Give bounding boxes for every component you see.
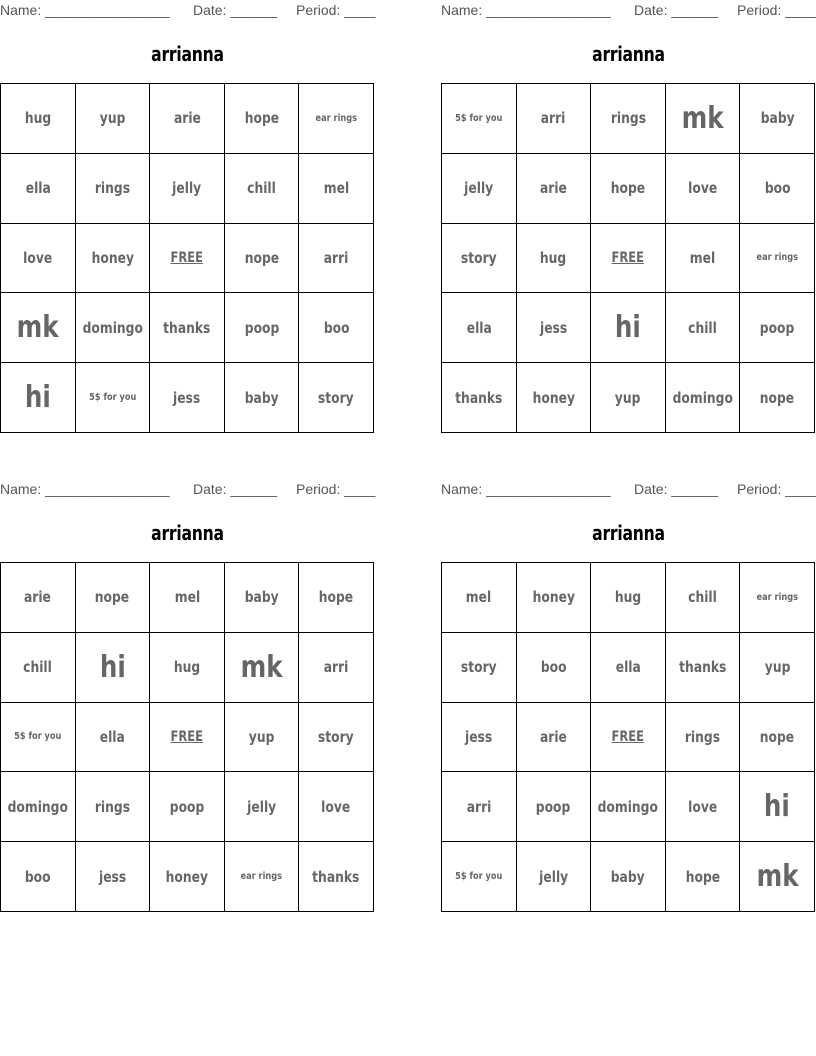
bingo-cell	[517, 703, 592, 773]
name-label: Name: ________________	[441, 481, 611, 497]
bingo-cell	[299, 84, 374, 154]
bingo-cell-label: hope	[610, 179, 646, 198]
bingo-cell	[299, 293, 374, 363]
bingo-cell	[666, 703, 741, 773]
bingo-cell	[150, 84, 225, 154]
bingo-cell-label: hug	[24, 109, 51, 128]
date-label: Date: ______	[634, 481, 719, 497]
bingo-cell	[740, 563, 815, 633]
bingo-cell-label: ella	[99, 727, 125, 746]
bingo-cell-label: hope	[685, 867, 720, 886]
bingo-cell-label: mel	[174, 588, 200, 607]
bingo-cell-label: chill	[688, 588, 717, 607]
free-space-cell	[150, 703, 225, 773]
bingo-cell	[225, 363, 300, 433]
bingo-cell	[442, 154, 517, 224]
bingo-cell-label: yup	[99, 109, 126, 128]
bingo-cell-label: ear rings	[756, 591, 798, 603]
bingo-cell	[591, 84, 666, 154]
bingo-cell-label: poop	[244, 318, 279, 337]
bingo-cell	[76, 293, 151, 363]
bingo-cell	[591, 363, 666, 433]
bingo-cell-label: mk	[240, 649, 283, 685]
bingo-grid	[441, 562, 815, 912]
bingo-cell	[225, 772, 300, 842]
bingo-cell	[150, 842, 225, 912]
bingo-cell-label: ear rings	[756, 252, 798, 264]
bingo-cell	[666, 563, 741, 633]
bingo-grid	[0, 562, 374, 912]
bingo-cell-label: 5$ for you	[88, 392, 136, 404]
bingo-cell	[76, 154, 151, 224]
period-label: Period: ____	[296, 481, 376, 497]
bingo-cell	[76, 703, 151, 773]
bingo-cell-label: ella	[615, 658, 641, 677]
bingo-cell-label: baby	[244, 388, 279, 407]
bingo-cell	[225, 842, 300, 912]
bingo-cell	[225, 563, 300, 633]
bingo-cell-label: honey	[165, 867, 209, 886]
card-title: arrianna	[151, 42, 224, 66]
bingo-cell-label: poop	[536, 797, 571, 816]
bingo-cell-label: arri	[323, 248, 349, 267]
bingo-cell-label: love	[688, 179, 718, 198]
bingo-cell-label: ear rings	[315, 112, 357, 124]
bingo-cell-label: rings	[685, 727, 721, 746]
bingo-cell-label: story	[318, 388, 355, 407]
bingo-cell	[666, 772, 741, 842]
bingo-cell	[150, 154, 225, 224]
bingo-cell	[740, 363, 815, 433]
bingo-cell	[299, 842, 374, 912]
bingo-cell	[1, 633, 76, 703]
bingo-cell	[740, 772, 815, 842]
bingo-cell-label: poop	[169, 797, 205, 816]
bingo-cell-label: mel	[466, 588, 492, 607]
bingo-cell	[299, 703, 374, 773]
bingo-cell-label: arie	[24, 588, 52, 607]
bingo-cell	[1, 363, 76, 433]
bingo-cell	[591, 154, 666, 224]
bingo-cell	[740, 224, 815, 294]
bingo-cell	[666, 293, 741, 363]
bingo-cell	[740, 703, 815, 773]
bingo-cell	[76, 772, 151, 842]
bingo-cell	[1, 842, 76, 912]
bingo-cell-label: arri	[323, 658, 349, 677]
bingo-cell-label: mel	[323, 179, 349, 198]
bingo-cell-label: rings	[94, 179, 130, 198]
bingo-cell-label: nope	[760, 388, 795, 407]
bingo-grid	[0, 83, 374, 433]
card-title: arrianna	[592, 521, 665, 545]
bingo-cell-label: honey	[91, 248, 134, 267]
bingo-cell	[442, 84, 517, 154]
bingo-cell-label: baby	[760, 109, 795, 128]
bingo-cell	[442, 293, 517, 363]
bingo-cell-label: domingo	[597, 797, 659, 816]
bingo-cell	[591, 772, 666, 842]
bingo-cell-label: hi	[615, 310, 641, 346]
bingo-cell-label: story	[460, 248, 497, 267]
bingo-cell-label: poop	[759, 318, 795, 337]
name-label: Name: ________________	[0, 481, 170, 497]
bingo-cell	[225, 703, 300, 773]
bingo-cell	[225, 633, 300, 703]
bingo-cell-label: yup	[248, 727, 275, 746]
bingo-cell	[442, 772, 517, 842]
bingo-cell	[666, 363, 741, 433]
bingo-cell-label: hope	[319, 588, 354, 607]
bingo-cell	[299, 563, 374, 633]
bingo-cell-label: arie	[539, 179, 567, 198]
bingo-cell-label: FREE	[611, 249, 645, 266]
bingo-cell	[740, 84, 815, 154]
bingo-cell	[150, 772, 225, 842]
bingo-cell-label: hi	[24, 380, 51, 416]
bingo-cell-label: thanks	[678, 658, 727, 677]
bingo-cell	[666, 842, 741, 912]
bingo-cell-label: 5$ for you	[14, 731, 62, 743]
bingo-cell-label: hi	[764, 789, 791, 825]
bingo-cell-label: boo	[323, 318, 350, 337]
bingo-cell	[76, 563, 151, 633]
bingo-cell	[517, 772, 592, 842]
bingo-cell-label: jelly	[464, 179, 494, 198]
bingo-cell-label: yup	[764, 658, 790, 677]
bingo-cell-label: boo	[764, 179, 791, 198]
bingo-cell-label: ella	[25, 179, 51, 198]
bingo-cell-label: arie	[539, 727, 567, 746]
bingo-cell	[1, 154, 76, 224]
bingo-cell	[150, 363, 225, 433]
bingo-cell-label: baby	[244, 588, 279, 607]
bingo-cell-label: nope	[244, 248, 279, 267]
bingo-cell-label: love	[688, 797, 718, 816]
bingo-cell	[517, 154, 592, 224]
bingo-cell	[591, 293, 666, 363]
bingo-cell	[517, 293, 592, 363]
bingo-cell-label: 5$ for you	[455, 871, 503, 883]
period-label: Period: ____	[737, 481, 816, 497]
bingo-cell	[517, 633, 592, 703]
bingo-cell-label: jess	[173, 388, 201, 407]
bingo-cell-label: arri	[466, 797, 492, 816]
bingo-cell-label: jess	[539, 318, 567, 337]
bingo-cell	[666, 84, 741, 154]
bingo-cell	[517, 563, 592, 633]
bingo-cell	[1, 563, 76, 633]
student-info-line	[441, 479, 816, 499]
bingo-cell	[442, 842, 517, 912]
date-label: Date: ______	[634, 2, 719, 18]
period-label: Period: ____	[296, 2, 376, 18]
bingo-cell-label: chill	[247, 179, 276, 198]
bingo-grid	[441, 83, 815, 433]
bingo-cell	[1, 772, 76, 842]
bingo-cell	[442, 703, 517, 773]
bingo-cell	[76, 842, 151, 912]
bingo-cell	[1, 84, 76, 154]
bingo-cell-label: honey	[532, 588, 575, 607]
bingo-cell-label: jelly	[247, 797, 277, 816]
bingo-cell	[225, 293, 300, 363]
bingo-cell	[740, 293, 815, 363]
bingo-cell-label: ella	[466, 318, 492, 337]
bingo-cell	[150, 293, 225, 363]
bingo-cell	[299, 633, 374, 703]
free-space-cell	[591, 703, 666, 773]
student-info-line	[0, 0, 375, 20]
bingo-cell	[225, 154, 300, 224]
bingo-cell	[517, 84, 592, 154]
bingo-cell-label: boo	[24, 867, 51, 886]
bingo-cell-label: FREE	[170, 249, 204, 266]
free-space-cell	[150, 224, 225, 294]
bingo-cell	[666, 224, 741, 294]
bingo-cell-label: jess	[98, 867, 126, 886]
bingo-cell-label: boo	[540, 658, 567, 677]
bingo-cell-label: rings	[610, 109, 646, 128]
bingo-cell-label: love	[321, 797, 351, 816]
card-title: arrianna	[592, 42, 665, 66]
bingo-cell	[150, 563, 225, 633]
bingo-cell	[76, 633, 151, 703]
bingo-cell	[299, 772, 374, 842]
bingo-cell-label: hug	[540, 248, 567, 267]
bingo-cell-label: mk	[756, 859, 799, 895]
bingo-cell	[517, 842, 592, 912]
bingo-cell-label: hug	[173, 658, 201, 677]
bingo-cell-label: mk	[16, 310, 59, 346]
bingo-cell-label: rings	[94, 797, 130, 816]
bingo-cell-label: love	[23, 248, 53, 267]
bingo-cell-label: yup	[615, 388, 641, 407]
bingo-cell	[517, 363, 592, 433]
bingo-cell	[740, 842, 815, 912]
bingo-cell-label: thanks	[455, 388, 503, 407]
bingo-cell-label: domingo	[7, 797, 68, 816]
bingo-cell	[591, 842, 666, 912]
bingo-cell	[299, 363, 374, 433]
bingo-cell	[442, 363, 517, 433]
bingo-cell	[740, 633, 815, 703]
bingo-cell-label: FREE	[170, 728, 204, 745]
bingo-cell	[1, 703, 76, 773]
name-label: Name: ________________	[441, 2, 611, 18]
bingo-cell	[299, 154, 374, 224]
bingo-cell	[442, 563, 517, 633]
bingo-cell	[1, 293, 76, 363]
bingo-cell-label: baby	[611, 867, 645, 886]
bingo-cell-label: jess	[465, 727, 493, 746]
free-space-cell	[591, 224, 666, 294]
bingo-cell-label: ear rings	[240, 871, 283, 883]
bingo-cell-label: hope	[244, 109, 279, 128]
bingo-cell	[76, 363, 151, 433]
bingo-cell	[666, 633, 741, 703]
bingo-cell	[666, 154, 741, 224]
bingo-cell-label: FREE	[611, 728, 645, 745]
bingo-cell	[442, 633, 517, 703]
bingo-cell-label: honey	[532, 388, 575, 407]
bingo-cell	[1, 224, 76, 294]
bingo-cell-label: thanks	[312, 867, 360, 886]
bingo-cell-label: arri	[541, 109, 566, 128]
student-info-line	[441, 0, 816, 20]
bingo-cell-label: jelly	[172, 179, 202, 198]
bingo-cell-label: nope	[95, 588, 130, 607]
bingo-cell	[517, 224, 592, 294]
bingo-cell	[591, 633, 666, 703]
bingo-cell-label: domingo	[672, 388, 733, 407]
bingo-cell-label: hi	[99, 649, 126, 685]
bingo-cell	[76, 84, 151, 154]
bingo-cell-label: 5$ for you	[455, 112, 503, 124]
bingo-cell	[76, 224, 151, 294]
bingo-cell-label: story	[460, 658, 497, 677]
card-title: arrianna	[151, 521, 224, 545]
student-info-line	[0, 479, 375, 499]
bingo-cell-label: jelly	[538, 867, 568, 886]
date-label: Date: ______	[193, 2, 278, 18]
bingo-cell	[225, 224, 300, 294]
period-label: Period: ____	[737, 2, 816, 18]
bingo-cell	[150, 633, 225, 703]
bingo-cell	[225, 84, 300, 154]
date-label: Date: ______	[193, 481, 278, 497]
bingo-cell-label: chill	[23, 658, 53, 677]
bingo-cell-label: thanks	[163, 318, 211, 337]
bingo-cell-label: mk	[681, 100, 724, 136]
bingo-cell-label: domingo	[82, 318, 143, 337]
bingo-cell-label: story	[318, 727, 355, 746]
bingo-cell-label: mel	[689, 248, 716, 267]
bingo-cell-label: arie	[173, 109, 201, 128]
bingo-cell	[591, 563, 666, 633]
name-label: Name: ________________	[0, 2, 170, 18]
bingo-cell-label: chill	[688, 318, 717, 337]
bingo-cell-label: nope	[760, 727, 795, 746]
bingo-cell	[442, 224, 517, 294]
bingo-cell	[299, 224, 374, 294]
bingo-cell-label: hug	[614, 588, 642, 607]
bingo-cell	[740, 154, 815, 224]
